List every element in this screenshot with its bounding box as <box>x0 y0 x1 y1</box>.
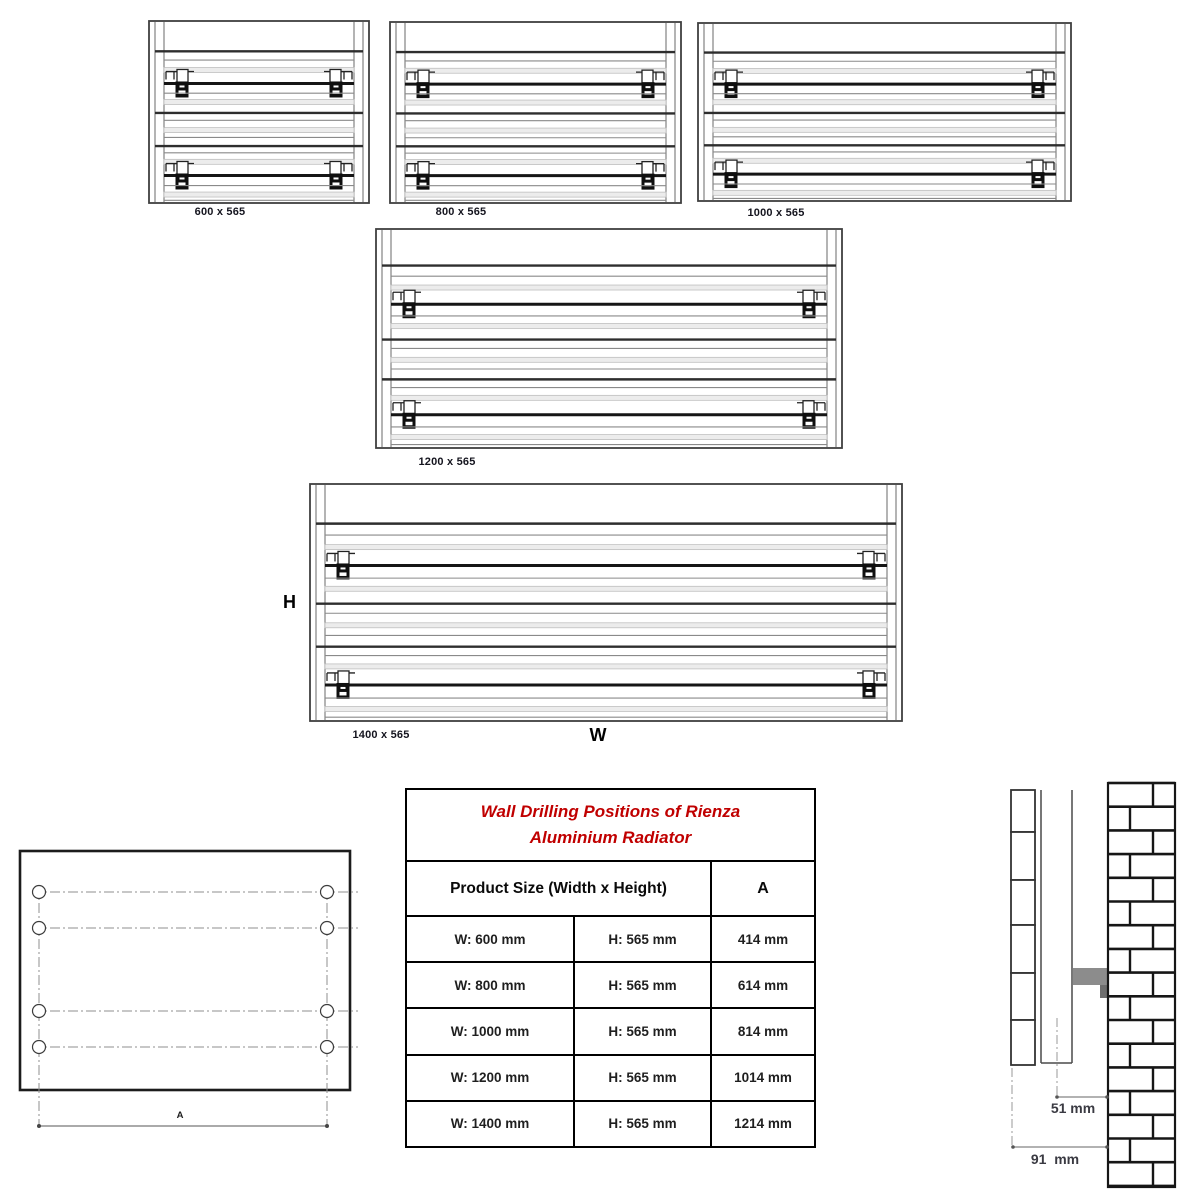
front-to-wall-dimension: 91 mm <box>1030 1151 1080 1167</box>
radiator-drawing <box>148 20 370 204</box>
drilling-positions-table <box>405 788 816 1148</box>
header-a-column: A <box>757 879 769 897</box>
cell-width: W: 1200 mm <box>407 1056 575 1100</box>
table-row <box>407 1009 814 1055</box>
radiator-size-label: 1200 x 565 <box>418 456 476 468</box>
table-row <box>407 1056 814 1102</box>
radiator-size-label: 1000 x 565 <box>747 207 805 219</box>
table-row <box>407 1102 814 1146</box>
table-row <box>407 917 814 963</box>
cell-width: W: 1400 mm <box>407 1102 575 1146</box>
cell-height: H: 565 mm <box>575 1056 712 1100</box>
cell-width: W: 1000 mm <box>407 1009 575 1053</box>
cell-height: H: 565 mm <box>575 917 712 961</box>
cell-height: H: 565 mm <box>575 1102 712 1146</box>
rail-to-wall-dimension: 51 mm <box>1050 1100 1096 1116</box>
drilling-span-label: A <box>176 1110 184 1121</box>
radiator-drawing <box>309 483 903 722</box>
radiator-drawing <box>697 22 1072 202</box>
cell-a: 414 mm <box>737 931 789 947</box>
header-product-size: Product Size (Width x Height) <box>407 862 712 915</box>
cell-a: 1214 mm <box>734 1116 792 1132</box>
radiator-diagram-1200x565 <box>375 228 843 449</box>
cell-a: 1014 mm <box>734 1070 792 1086</box>
radiator-size-label: 1400 x 565 <box>352 729 410 741</box>
table-title-line1: Wall Drilling Positions of Rienza <box>480 801 741 821</box>
radiator-size-label: 800 x 565 <box>435 206 487 218</box>
cell-height: H: 565 mm <box>575 963 712 1007</box>
cell-height: H: 565 mm <box>575 1009 712 1053</box>
table-title-line2: Aluminium Radiator <box>529 828 692 847</box>
wall-mount-side-view <box>990 775 1200 1195</box>
cell-width: W: 600 mm <box>407 917 575 961</box>
radiator-diagram-1000x565 <box>697 22 1072 202</box>
table-header-row <box>407 862 814 917</box>
cell-a: 814 mm <box>737 1024 789 1039</box>
table-row <box>407 963 814 1009</box>
drilling-positions-diagram <box>10 845 370 1135</box>
radiator-diagram-800x565 <box>389 21 682 204</box>
radiator-diagram-1400x565 <box>309 483 903 722</box>
table-title <box>407 790 814 862</box>
width-axis-label: W <box>589 725 607 745</box>
height-axis-label: H <box>283 592 296 612</box>
cell-a: 614 mm <box>737 977 789 993</box>
radiator-drawing <box>389 21 682 204</box>
radiator-diagram-600x565 <box>148 20 370 204</box>
radiator-size-label: 600 x 565 <box>194 206 246 218</box>
radiator-drawing <box>375 228 843 449</box>
cell-width: W: 800 mm <box>407 963 575 1007</box>
